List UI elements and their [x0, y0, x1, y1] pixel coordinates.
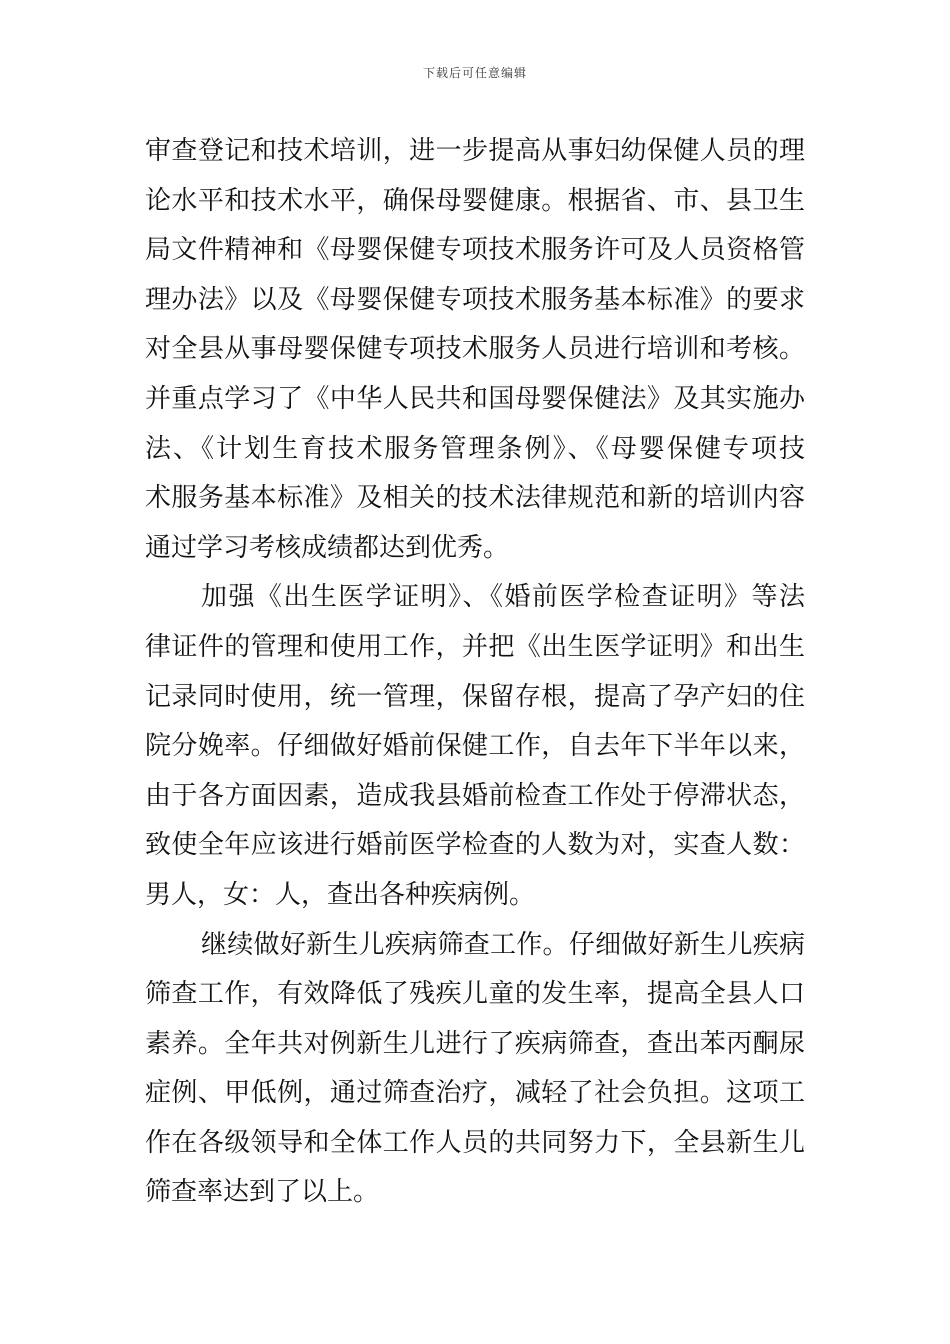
text-line: 术服务基本标准》及相关的技术法律规范和新的培训内容	[145, 483, 805, 514]
text-line: 局文件精神和《母婴保健专项技术服务许可及人员资格管	[145, 235, 805, 266]
text-line: 作在各级领导和全体工作人员的共同努力下，全县新生儿	[145, 1127, 805, 1158]
text-line: 对全县从事母婴保健专项技术服务人员进行培训和考核。	[145, 334, 805, 365]
paragraph-start-line: 继续做好新生儿疾病筛查工作。仔细做好新生儿疾病	[201, 929, 805, 960]
text-line: 法、《计划生育技术服务管理条例》、《母婴保健专项技	[145, 433, 805, 464]
text-line: 症例、甲低例，通过筛查治疗，减轻了社会负担。这项工	[145, 1078, 805, 1109]
text-line: 通过学习考核成绩都达到优秀。	[145, 532, 510, 563]
text-line: 并重点学习了《中华人民共和国母婴保健法》及其实施办	[145, 383, 805, 414]
text-line: 筛查率达到了以上。	[145, 1177, 380, 1208]
text-line: 审查登记和技术培训，进一步提高从事妇幼保健人员的理	[145, 136, 805, 166]
text-line: 由于各方面因素，造成我县婚前检查工作处于停滞状态，	[145, 780, 805, 811]
header-note: 下载后可任意编辑	[422, 66, 527, 80]
text-line: 理办法》以及《母婴保健专项技术服务基本标准》的要求	[145, 284, 805, 315]
text-line: 筛查工作，有效降低了残疾儿童的发生率，提高全县人口	[145, 979, 805, 1010]
text-line: 记录同时使用，统一管理，保留存根，提高了孕产妇的住	[145, 681, 805, 712]
text-line: 律证件的管理和使用工作，并把《出生医学证明》和出生	[145, 631, 805, 662]
text-line: 素养。全年共对例新生儿进行了疾病筛查，查出苯丙酮尿	[145, 1028, 805, 1059]
text-line: 致使全年应该进行婚前医学检查的人数为对，实查人数：	[145, 830, 805, 861]
text-line: 院分娩率。仔细做好婚前保健工作，自去年下半年以来，	[145, 731, 805, 762]
text-line: 男人，女：人，查出各种疾病例。	[145, 879, 536, 910]
text-line: 论水平和技术水平，确保母婴健康。根据省、市、县卫生	[145, 185, 805, 216]
document-body	[145, 127, 805, 1218]
paragraph-start-line: 加强《出生医学证明》、《婚前医学检查证明》等法	[201, 582, 805, 613]
